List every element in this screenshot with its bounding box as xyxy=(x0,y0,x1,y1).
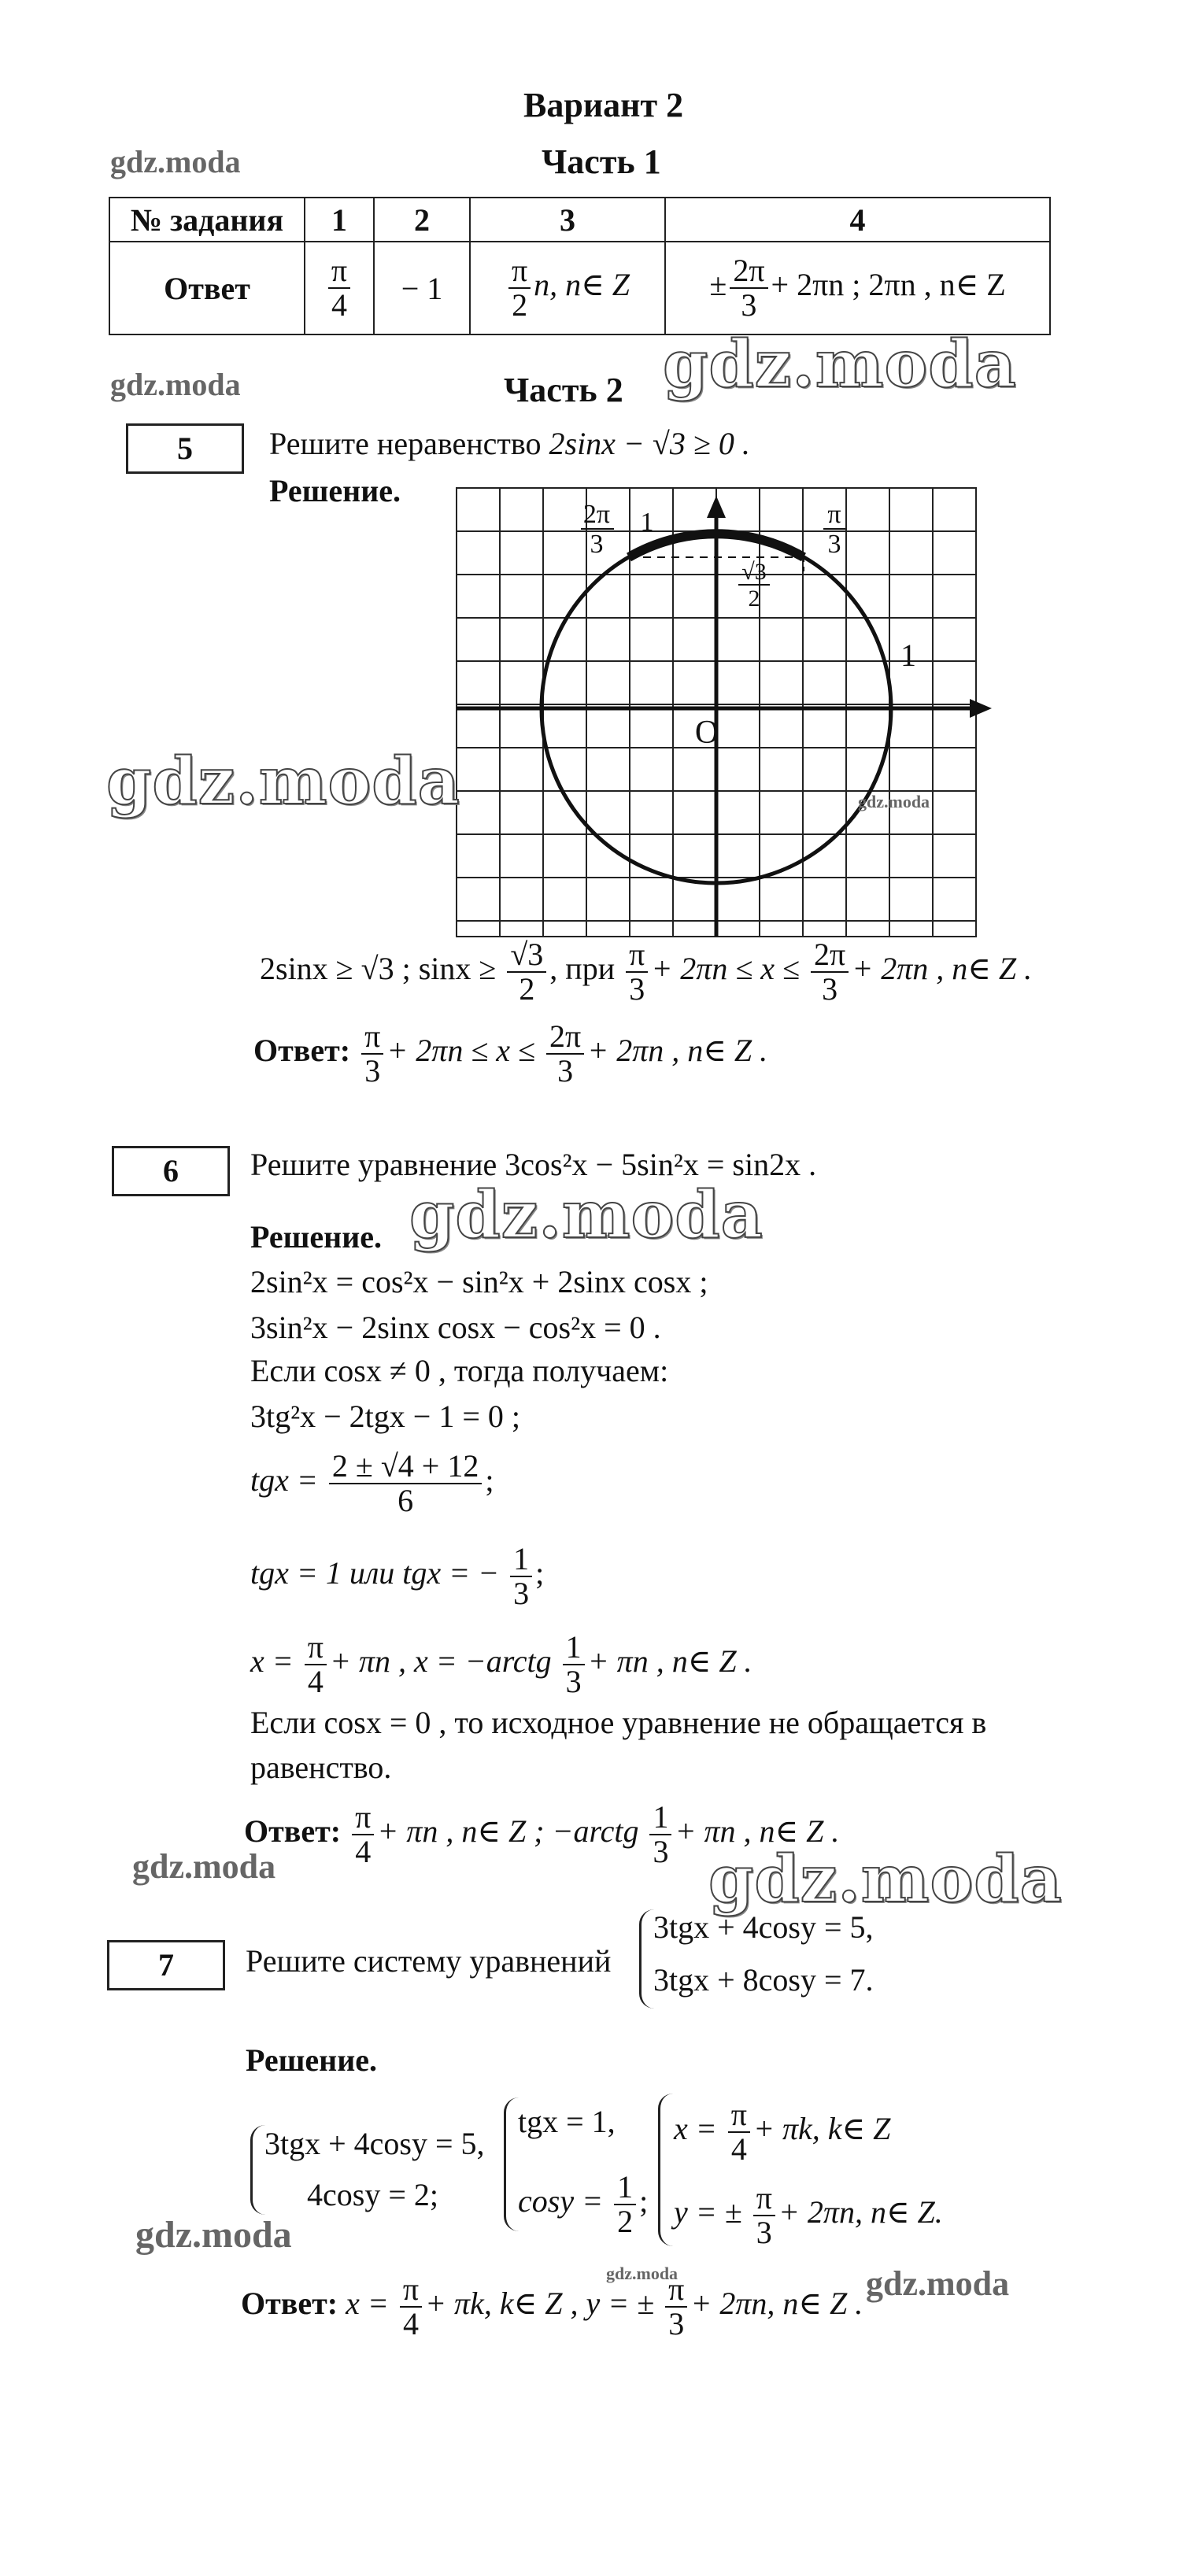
table-col-2: 2 xyxy=(374,198,470,242)
step2-line-1: tgx = 1, xyxy=(518,2104,616,2139)
part2-title: Часть 2 xyxy=(504,371,623,409)
task6-statement: Решите уравнение 3cos²x − 5sin²x = sin2x . xyxy=(250,1147,817,1182)
task5-work: 2sinx ≥ √3 ; sinx ≥ $\frac{√3}{2}$ , при $\frac{\pi}{3}$ + 2πn ≤ x ≤ $\frac{2\pi}{3}$ + 2πn , n∈ Z . xyxy=(260,937,1033,1007)
task7-statement: Решите систему уравнений xyxy=(246,1943,612,1979)
task5-number: 5 xyxy=(126,423,244,474)
x-axis-arrow xyxy=(970,699,992,718)
task6-line-6: tgx = 1 или tgx = − $\frac{1}{3}$ ; xyxy=(250,1541,545,1611)
watermark: gdz.moda xyxy=(132,1847,276,1886)
task7-system-line-2: 3tgx + 8cosy = 7. xyxy=(653,1962,874,1998)
answer-1: $\frac{\pi}{4}$ xyxy=(305,242,374,334)
brace-2 xyxy=(504,2097,519,2231)
label-one-top: 1 xyxy=(640,508,654,537)
task6-line-2: 3sin²x − 2sinx cosx − cos²x = 0 . xyxy=(250,1310,661,1345)
table-col-4: 4 xyxy=(665,198,1050,242)
task6-line-7: x = $\frac{\pi}{4}$ + πn , x = −arctg $\frac{1}{3}$ + πn , n∈ Z . xyxy=(250,1629,752,1699)
watermark: gdz.moda xyxy=(606,2264,678,2283)
task5-statement: Решите неравенство 2sinx − √3 ≥ 0 . xyxy=(269,426,750,461)
brace-3 xyxy=(658,2094,673,2246)
task6-line-5: tgx = $\frac{2 \pm √4 + 12}{6}$ ; xyxy=(250,1448,494,1518)
watermark: gdz.moda xyxy=(409,1177,764,1253)
step1-line-2: 4cosy = 2; xyxy=(307,2177,438,2212)
step3-line-1: x = $\frac{\pi}{4}$ + πk, k∈ Z xyxy=(674,2097,891,2167)
task6-solution-label: Решение. xyxy=(250,1219,383,1255)
label-2pi: 2π xyxy=(582,500,611,529)
brace-1 xyxy=(250,2125,265,2215)
task5-answer: Ответ: $\frac{\pi}{3}$ + 2πn ≤ x ≤ $\frac{2\pi}{3}$ + 2πn , n∈ Z . xyxy=(253,1018,768,1088)
table-header-label: № задания xyxy=(109,198,305,242)
label-sqrt3-den: 2 xyxy=(748,586,760,612)
task6-number: 6 xyxy=(112,1146,230,1196)
task7-solution-label: Решение. xyxy=(246,2042,378,2078)
task6-line-4: 3tg²x − 2tgx − 1 = 0 ; xyxy=(250,1399,521,1434)
watermark: gdz.moda xyxy=(110,144,241,179)
task7-answer: Ответ: x = $\frac{\pi}{4}$ + πk, k∈ Z , y = ± $\frac{\pi}{3}$ + 2πn, n∈ Z . xyxy=(241,2271,863,2341)
label-one-right: 1 xyxy=(900,638,916,673)
task6-line-3: Если cosx ≠ 0 , тогда получаем: xyxy=(250,1353,669,1388)
answer-3: $\frac{\pi}{2}$ n, n∈ Z xyxy=(470,242,665,334)
table-answer-label: Ответ xyxy=(109,242,305,334)
watermark: gdz.moda xyxy=(866,2264,1010,2303)
watermark: gdz.moda xyxy=(708,1842,1063,1917)
part1-title: Часть 1 xyxy=(542,142,661,181)
label-2pi-den: 3 xyxy=(590,530,604,559)
system-brace xyxy=(639,1909,654,2009)
task7-system-line-1: 3tgx + 4cosy = 5, xyxy=(653,1909,874,1945)
label-pi-den: 3 xyxy=(827,530,841,559)
step1-line-1: 3tgx + 4cosy = 5, xyxy=(264,2126,485,2161)
y-axis-arrow xyxy=(707,496,726,518)
task7-number: 7 xyxy=(107,1940,225,1990)
label-origin: O xyxy=(694,715,719,751)
watermark: gdz.moda xyxy=(858,792,930,811)
step2-line-2: cosy = $\frac{1}{2}$ ; xyxy=(518,2169,649,2239)
answer-table xyxy=(109,197,1051,335)
label-pi: π xyxy=(827,500,841,529)
task6-line-1: 2sin²x = cos²x − sin²x + 2sinx cosx ; xyxy=(250,1264,708,1299)
watermark: gdz.moda xyxy=(110,367,241,402)
step3-line-2: y = ± $\frac{\pi}{3}$ + 2πn, n∈ Z. xyxy=(674,2180,943,2250)
task6-line-9: равенство. xyxy=(250,1750,392,1785)
watermark: gdz.moda xyxy=(106,744,460,819)
watermark: gdz.moda xyxy=(663,327,1017,402)
task5-solution-label: Решение. xyxy=(269,473,401,508)
answer-4: ± $\frac{2\pi}{3}$ + 2πn ; 2πn , n∈ Z xyxy=(665,242,1050,334)
unit-circle-graph xyxy=(441,480,992,944)
variant-title: Вариант 2 xyxy=(523,86,684,124)
task6-answer: Ответ: $\frac{\pi}{4}$ + πn , n∈ Z ; −arctg $\frac{1}{3}$ + πn , n∈ Z . xyxy=(244,1799,840,1869)
table-col-1: 1 xyxy=(305,198,374,242)
table-col-3: 3 xyxy=(470,198,665,242)
label-sqrt3: √3 xyxy=(741,559,767,585)
answer-2: − 1 xyxy=(374,242,470,334)
watermark: gdz.moda xyxy=(135,2214,292,2256)
task6-line-8: Если cosx = 0 , то исходное уравнение не обращается в xyxy=(250,1705,987,1740)
